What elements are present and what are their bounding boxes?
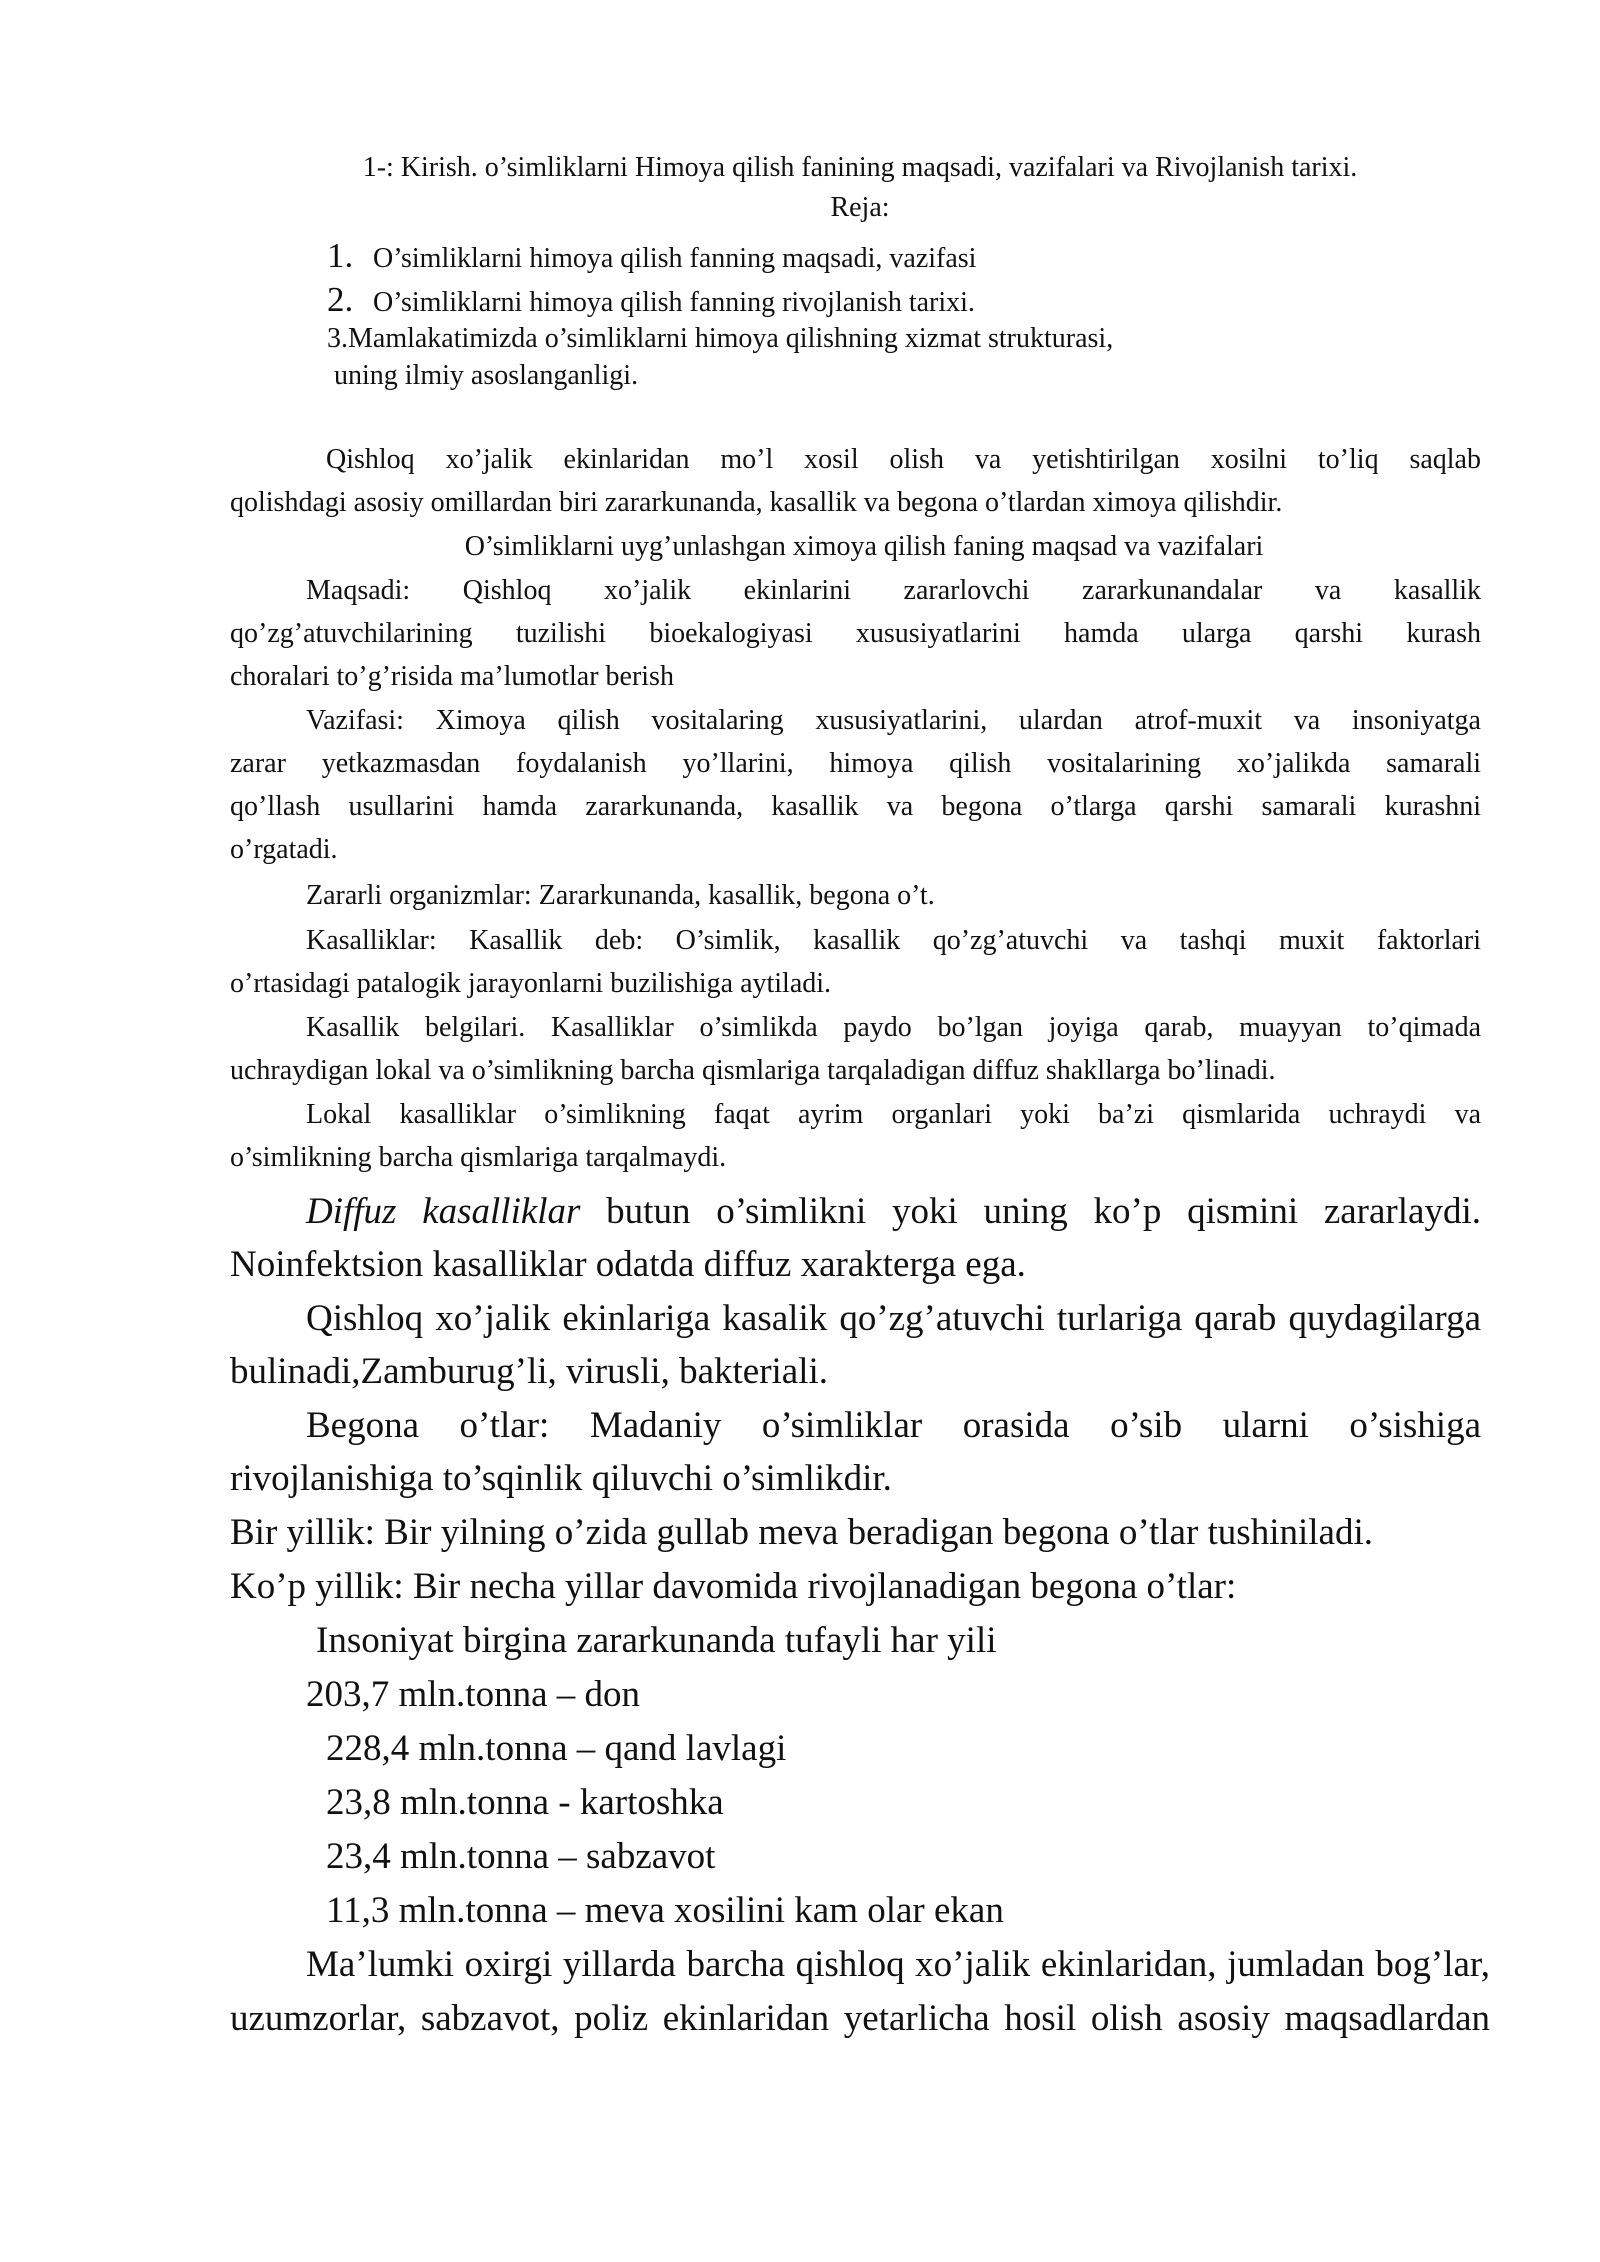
plan-item-2	[327, 280, 975, 320]
plan-item-2-number: 2.	[327, 280, 354, 319]
paragraph-8-line-2: Noinfektsion kasalliklar odatda diffuz xarakterga ega.	[230, 1244, 1026, 1285]
paragraph-3-line-2: zarar yetkazmasdan foydalanish yo’llarini, himoya qilish vositalarining xo’jalikda samarali	[230, 748, 1481, 779]
paragraph-5-line-2: o’rtasidagi patalogik jarayonlarni buzilishiga aytiladi.	[230, 968, 832, 999]
paragraph-perennial-weeds: Ko’p yillik: Bir necha yillar davomida rivojlanadigan begona o’tlar:	[230, 1566, 1237, 1607]
paragraph-5-line-1: Kasalliklar: Kasallik deb: O’simlik, kasallik qo’zg’atuvchi va tashqi muxit faktorlari	[306, 925, 1481, 956]
paragraph-2-line-3: choralari to’g’risida ma’lumotlar berish	[230, 661, 674, 692]
paragraph-7-line-1: Lokal kasalliklar o’simlikning faqat ayrim organlari yoki ba’zi qismlarida uchraydi va	[306, 1099, 1481, 1130]
paragraph-3-line-1: Vazifasi: Ximoya qilish vositalaring xususiyatlarini, ulardan atrof-muxit va insoniyatga	[306, 705, 1481, 736]
paragraph-3-line-4: o’rgatadi.	[230, 834, 338, 865]
loss-item-sugar-beet: 228,4 mln.tonna – qand lavlagi	[326, 1728, 787, 1769]
paragraph-2-line-1: Maqsadi: Qishloq xo’jalik ekinlarini zararlovchi zararkunandalar va kasallik	[306, 575, 1481, 606]
loss-item-fruit: 11,3 mln.tonna – meva xosilini kam olar ekan	[326, 1890, 1004, 1931]
plan-item-1-number: 1.	[327, 236, 354, 275]
paragraph-9-line-2: bulinadi,Zamburug’li, virusli, bakteriali.	[230, 1351, 829, 1392]
plan-item-1	[327, 236, 976, 276]
paragraph-8-line-1	[306, 1190, 1481, 1233]
plan-item-2-text: O’simliklarni himoya qilish fanning rivojlanish tarixi.	[373, 287, 975, 318]
paragraph-2-line-2: qo’zg’atuvchilarining tuzilishi bioekalogiyasi xususiyatlarini hamda ularga qarshi kurash	[230, 618, 1481, 649]
plan-label: Reja:	[830, 192, 890, 223]
paragraph-6-line-1: Kasallik belgilari. Kasalliklar o’simlikda paydo bo’lgan joyiga qarab, muayyan to’qimada	[306, 1012, 1481, 1043]
paragraph-6-line-2: uchraydigan lokal va o’simlikning barcha qismlariga tarqaladigan diffuz shakllarga bo’linadi.	[230, 1055, 1276, 1086]
plan-item-3-line-1: 3.Mamlakatimizda o’simliklarni himoya qilishning xizmat strukturasi,	[327, 323, 1114, 354]
paragraph-10-line-2: rivojlanishiga to’sqinlik qiluvchi o’simlikdir.	[230, 1458, 892, 1499]
paragraph-4-line-1: Zararli organizmlar: Zararkunanda, kasallik, begona o’t.	[306, 880, 935, 911]
loss-item-potato: 23,8 mln.tonna - kartoshka	[326, 1782, 724, 1823]
paragraph-1-line-2: qolishdagi asosiy omillardan biri zararkunanda, kasallik va begona o’tlardan ximoya qilishdir.	[230, 487, 1283, 518]
paragraph-10-line-1: Begona o’tlar: Madaniy o’simliklar orasida o’sib ularni o’sishiga	[306, 1405, 1481, 1446]
paragraph-3-line-3: qo’llash usullarini hamda zararkunanda, kasallik va begona o’tlarga qarshi samarali kurashni	[230, 791, 1481, 822]
section-subheading: O’simliklarni uyg’unlashgan ximoya qilish faning maqsad va vazifalari	[464, 531, 1264, 562]
paragraph-losses-intro: Insoniyat birgina zararkunanda tufayli har yili	[316, 1620, 997, 1661]
paragraph-1-line-1: Qishloq xo’jalik ekinlaridan mo’l xosil olish va yetishtirilgan xosilni to’liq saqlab	[326, 444, 1481, 475]
paragraph-14-line-2: uzumzorlar, sabzavot, poliz ekinlaridan yetarlicha hosil olish asosiy maqsadlardan	[230, 1998, 1490, 2039]
lecture-title: 1-: Kirish. o’simliklarni Himoya qilish fanining maqsadi, vazifalari va Rivojlanish tarixi.	[362, 152, 1358, 183]
paragraph-7-line-2: o’simlikning barcha qismlariga tarqalmaydi.	[230, 1142, 727, 1173]
loss-item-grain: 203,7 mln.tonna – don	[306, 1674, 641, 1715]
paragraph-9-line-1: Qishloq xo’jalik ekinlariga kasalik qo’zg’atuvchi turlariga qarab quydagilarga	[306, 1298, 1481, 1339]
paragraph-8-line-1-rest: butun o’simlikni yoki uning ko’p qismini zararlaydi.	[580, 1191, 1481, 1232]
paragraph-14-line-1: Ma’lumki oxirgi yillarda barcha qishloq xo’jalik ekinlaridan, jumladan bog’lar,	[306, 1944, 1490, 1985]
diffuz-term: Diffuz kasalliklar	[306, 1191, 581, 1232]
plan-item-1-text: O’simliklarni himoya qilish fanning maqsadi, vazifasi	[373, 243, 977, 274]
paragraph-annual-weeds: Bir yillik: Bir yilning o’zida gullab meva beradigan begona o’tlar tushiniladi.	[230, 1512, 1373, 1553]
loss-item-vegetables: 23,4 mln.tonna – sabzavot	[326, 1836, 716, 1877]
plan-item-3-line-2: uning ilmiy asoslanganligi.	[334, 360, 639, 391]
